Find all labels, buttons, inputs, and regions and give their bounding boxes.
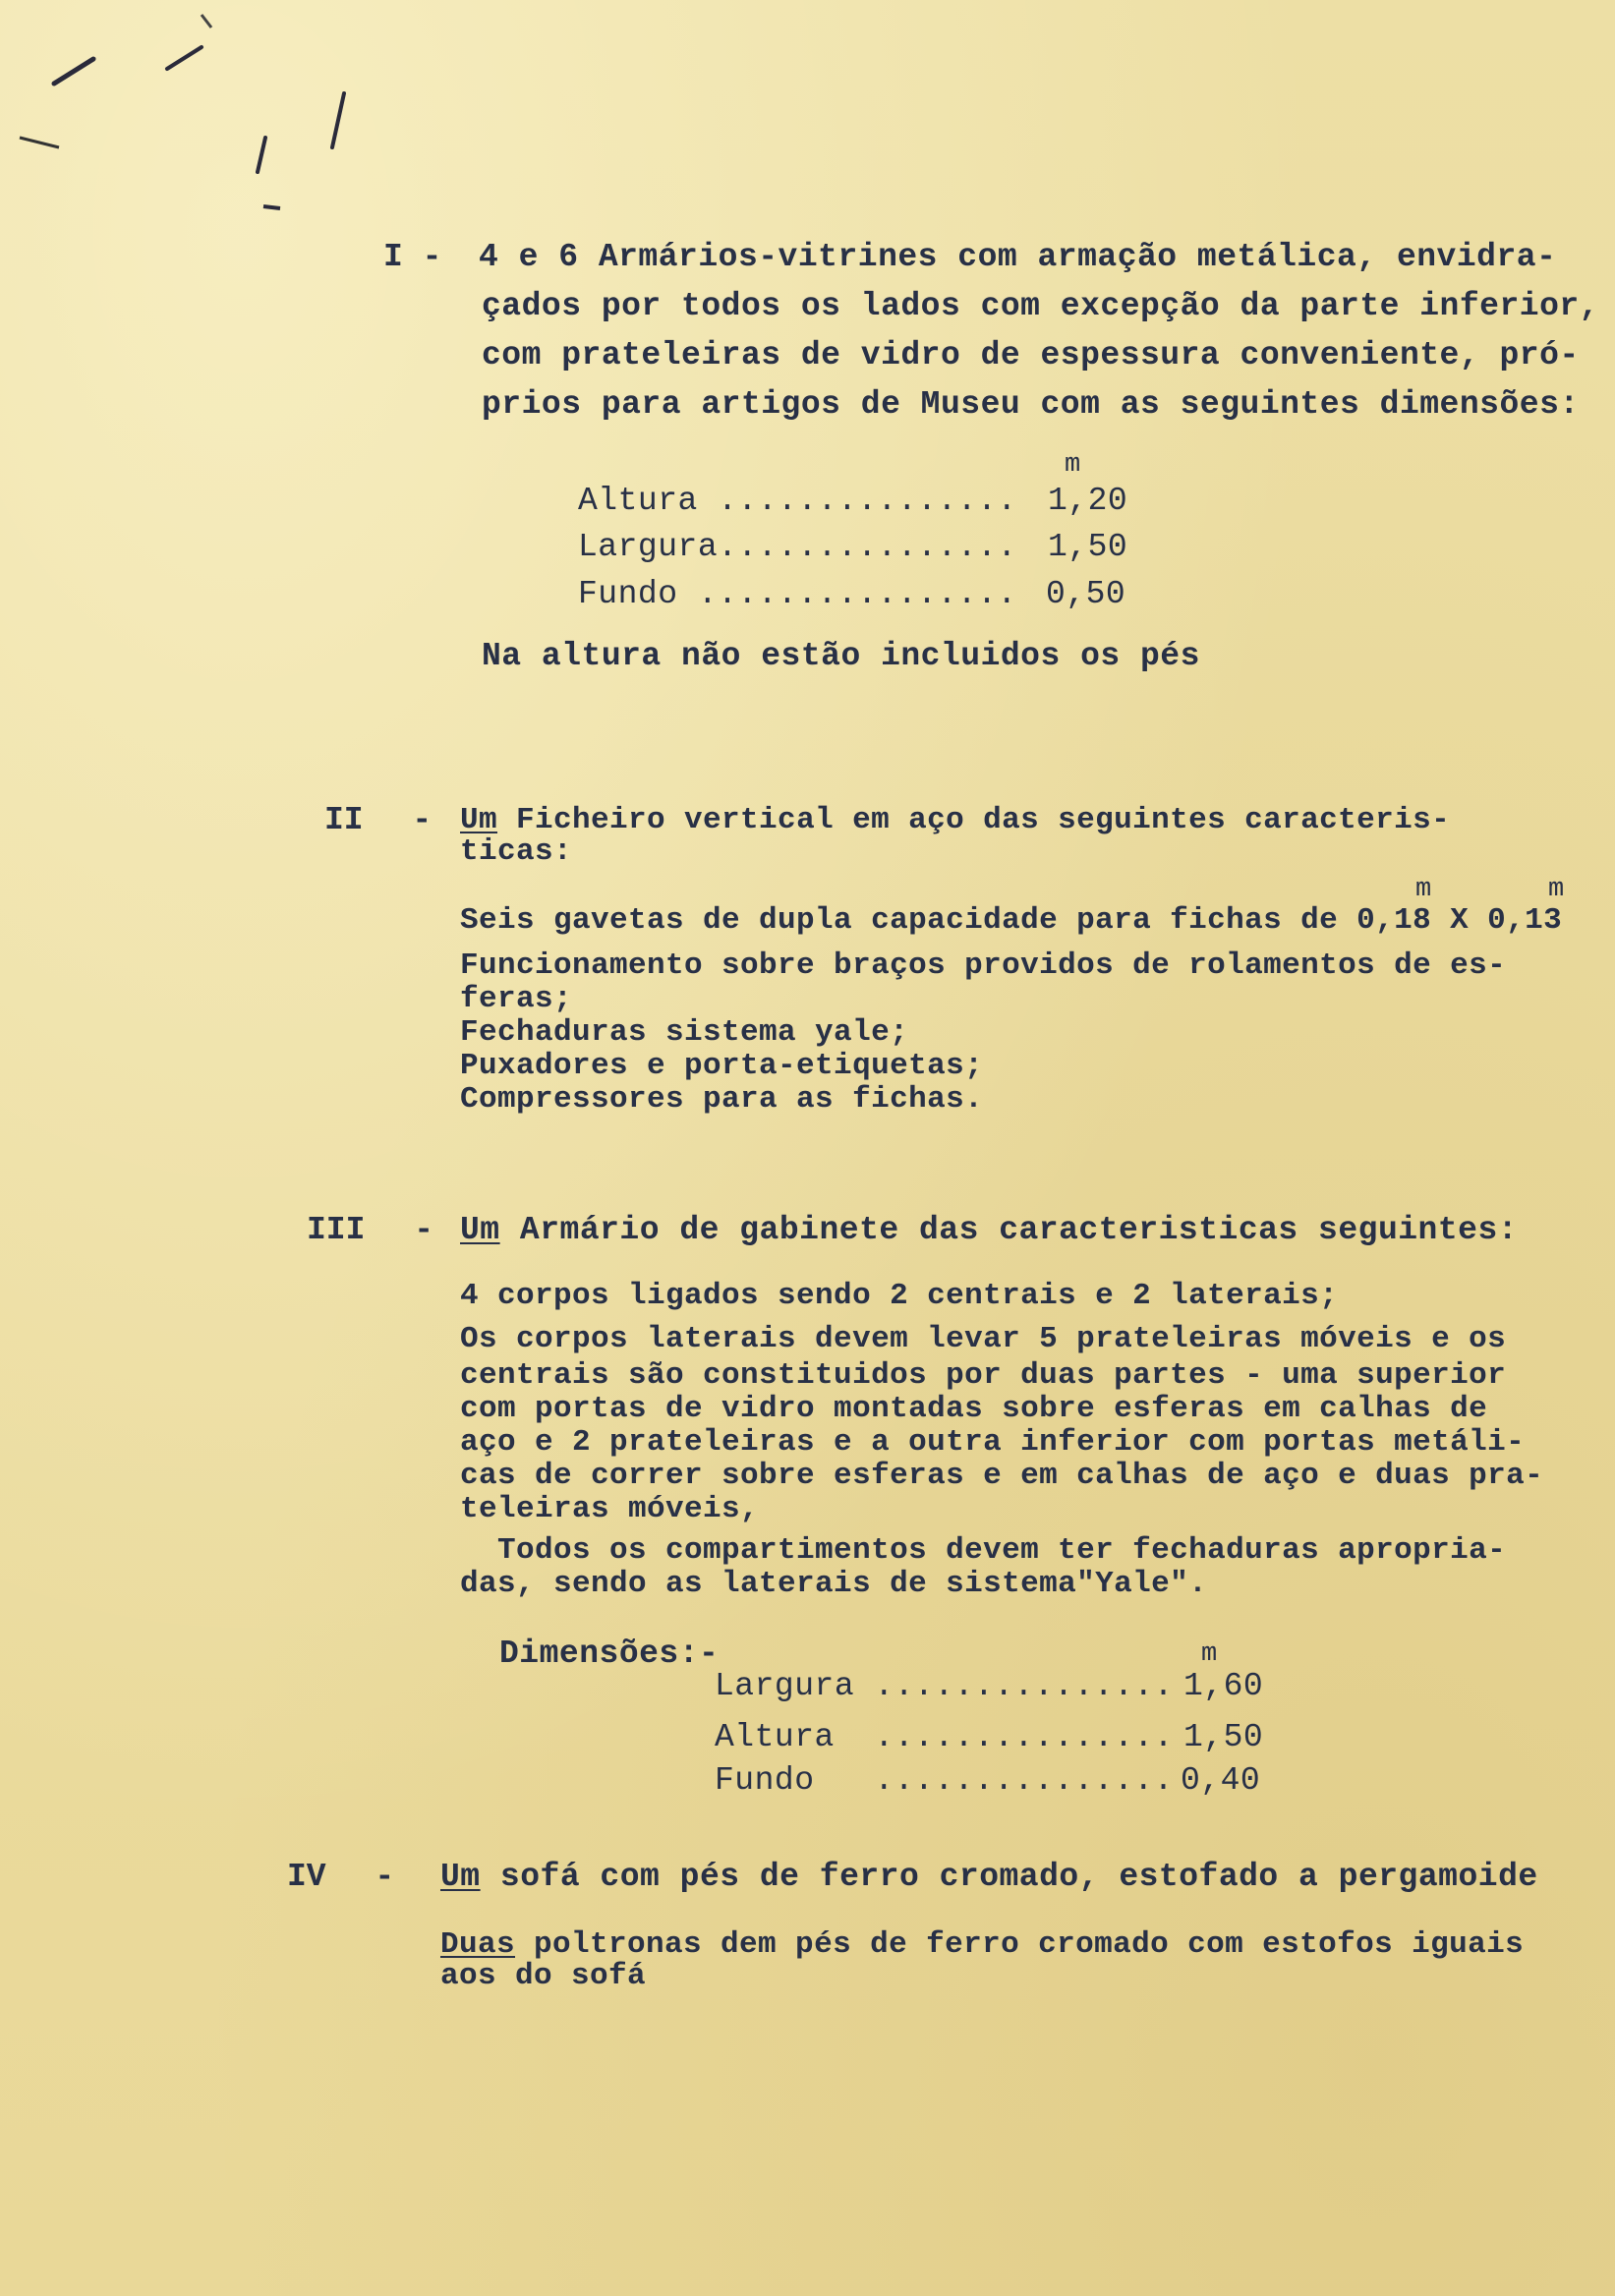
item-1-line-1: 4 e 6 Armários-vitrines com armação metálica, envidra- xyxy=(479,239,1557,275)
item-1-dimension-value-1: 1,20 xyxy=(1048,483,1128,519)
item-2-line-3: Seis gavetas de dupla capacidade para fichas de 0,18 X 0,13 xyxy=(460,903,1563,938)
item-3-dimension-label-3: Fundo ............... xyxy=(715,1762,1174,1799)
item-2-numeral: II - xyxy=(324,802,433,838)
item-1-dimension-value-2: 1,50 xyxy=(1048,529,1128,565)
item-3-line-6: aço e 2 prateleiras e a outra inferior com portas metáli- xyxy=(460,1425,1526,1460)
item-3-dimension-value-2: 1,50 xyxy=(1183,1719,1264,1755)
item-2-line-7: Puxadores e porta-etiquetas; xyxy=(460,1049,984,1083)
item-2-line-5: feras; xyxy=(460,982,573,1016)
item-3-line-1 xyxy=(460,1211,1518,1250)
item-3-unit: m xyxy=(1201,1639,1218,1669)
item-2-line-4: Funcionamento sobre braços providos de rolamentos de es- xyxy=(460,948,1507,983)
item-3-line-8: teleiras móveis, xyxy=(460,1492,760,1526)
item-3-line-1-rest: Armário de gabinete das caracteristicas seguintes: xyxy=(499,1212,1519,1248)
item-3-underlined-word: Um xyxy=(460,1212,500,1248)
item-1-note: Na altura não estão incluidos os pés xyxy=(482,638,1200,674)
item-3-line-5: com portas de vidro montadas sobre esferas em calhas de xyxy=(460,1392,1488,1426)
item-3-line-9: Todos os compartimentos devem ter fechaduras apropria- xyxy=(460,1533,1507,1568)
item-3-dimension-value-3: 0,40 xyxy=(1181,1762,1261,1799)
item-4-line-2 xyxy=(440,1928,1524,1962)
item-2-unit-1: m xyxy=(1415,875,1432,904)
item-4-line-2-rest: poltronas dem pés de ferro cromado com estofos iguais xyxy=(515,1927,1525,1962)
item-4-underlined-word-1: Um xyxy=(440,1859,481,1895)
item-1-dimension-label-2: Largura............... xyxy=(578,529,1017,565)
item-2-line-1-rest: Ficheiro vertical em aço das seguintes caracteris- xyxy=(497,803,1451,837)
item-3-numeral: III - xyxy=(307,1212,434,1248)
item-2-line-8: Compressores para as fichas. xyxy=(460,1082,984,1117)
item-1-line-2: çados por todos os lados com excepção da parte inferior, xyxy=(482,288,1599,324)
item-1-dimension-label-1: Altura ............... xyxy=(578,483,1017,519)
item-3-dimension-label-1: Largura ............... xyxy=(715,1668,1174,1704)
item-3-dimension-label-2: Altura ............... xyxy=(715,1719,1174,1755)
item-4-line-1-rest: sofá com pés de ferro cromado, estofado a pergamoide xyxy=(480,1859,1538,1895)
item-4-line-3: aos do sofá xyxy=(440,1959,647,1993)
item-3-dimension-value-1: 1,60 xyxy=(1183,1668,1264,1704)
item-4-numeral: IV - xyxy=(287,1859,395,1895)
item-4-underlined-word-2: Duas xyxy=(440,1927,516,1962)
item-4-line-1 xyxy=(440,1858,1538,1897)
item-2-line-1 xyxy=(460,804,1450,837)
item-2-unit-2: m xyxy=(1548,875,1565,904)
item-3-line-3: Os corpos laterais devem levar 5 prateleiras móveis e os xyxy=(460,1322,1507,1356)
item-2-underlined-word: Um xyxy=(460,803,498,837)
item-2-line-2: ticas: xyxy=(460,834,573,869)
item-3-dimensions-label: Dimensões:- xyxy=(499,1636,720,1672)
item-1-line-4: prios para artigos de Museu com as seguintes dimensões: xyxy=(482,386,1580,423)
item-3-line-7: cas de correr sobre esferas e em calhas de aço e duas pra- xyxy=(460,1459,1544,1493)
ink-smudge-marks xyxy=(0,0,413,256)
item-1-numeral: I - xyxy=(383,239,442,275)
item-1-dimension-value-3: 0,50 xyxy=(1046,576,1126,612)
item-1-dimension-label-3: Fundo ................ xyxy=(578,576,1017,612)
item-3-line-4: centrais são constituidos por duas partes - uma superior xyxy=(460,1358,1507,1393)
item-3-line-10: das, sendo as laterais de sistema"Yale". xyxy=(460,1567,1208,1601)
item-1-unit: m xyxy=(1065,450,1081,480)
item-3-line-2: 4 corpos ligados sendo 2 centrais e 2 laterais; xyxy=(460,1279,1339,1313)
item-1-line-3: com prateleiras de vidro de espessura conveniente, pró- xyxy=(482,337,1580,373)
item-2-line-6: Fechaduras sistema yale; xyxy=(460,1015,909,1050)
